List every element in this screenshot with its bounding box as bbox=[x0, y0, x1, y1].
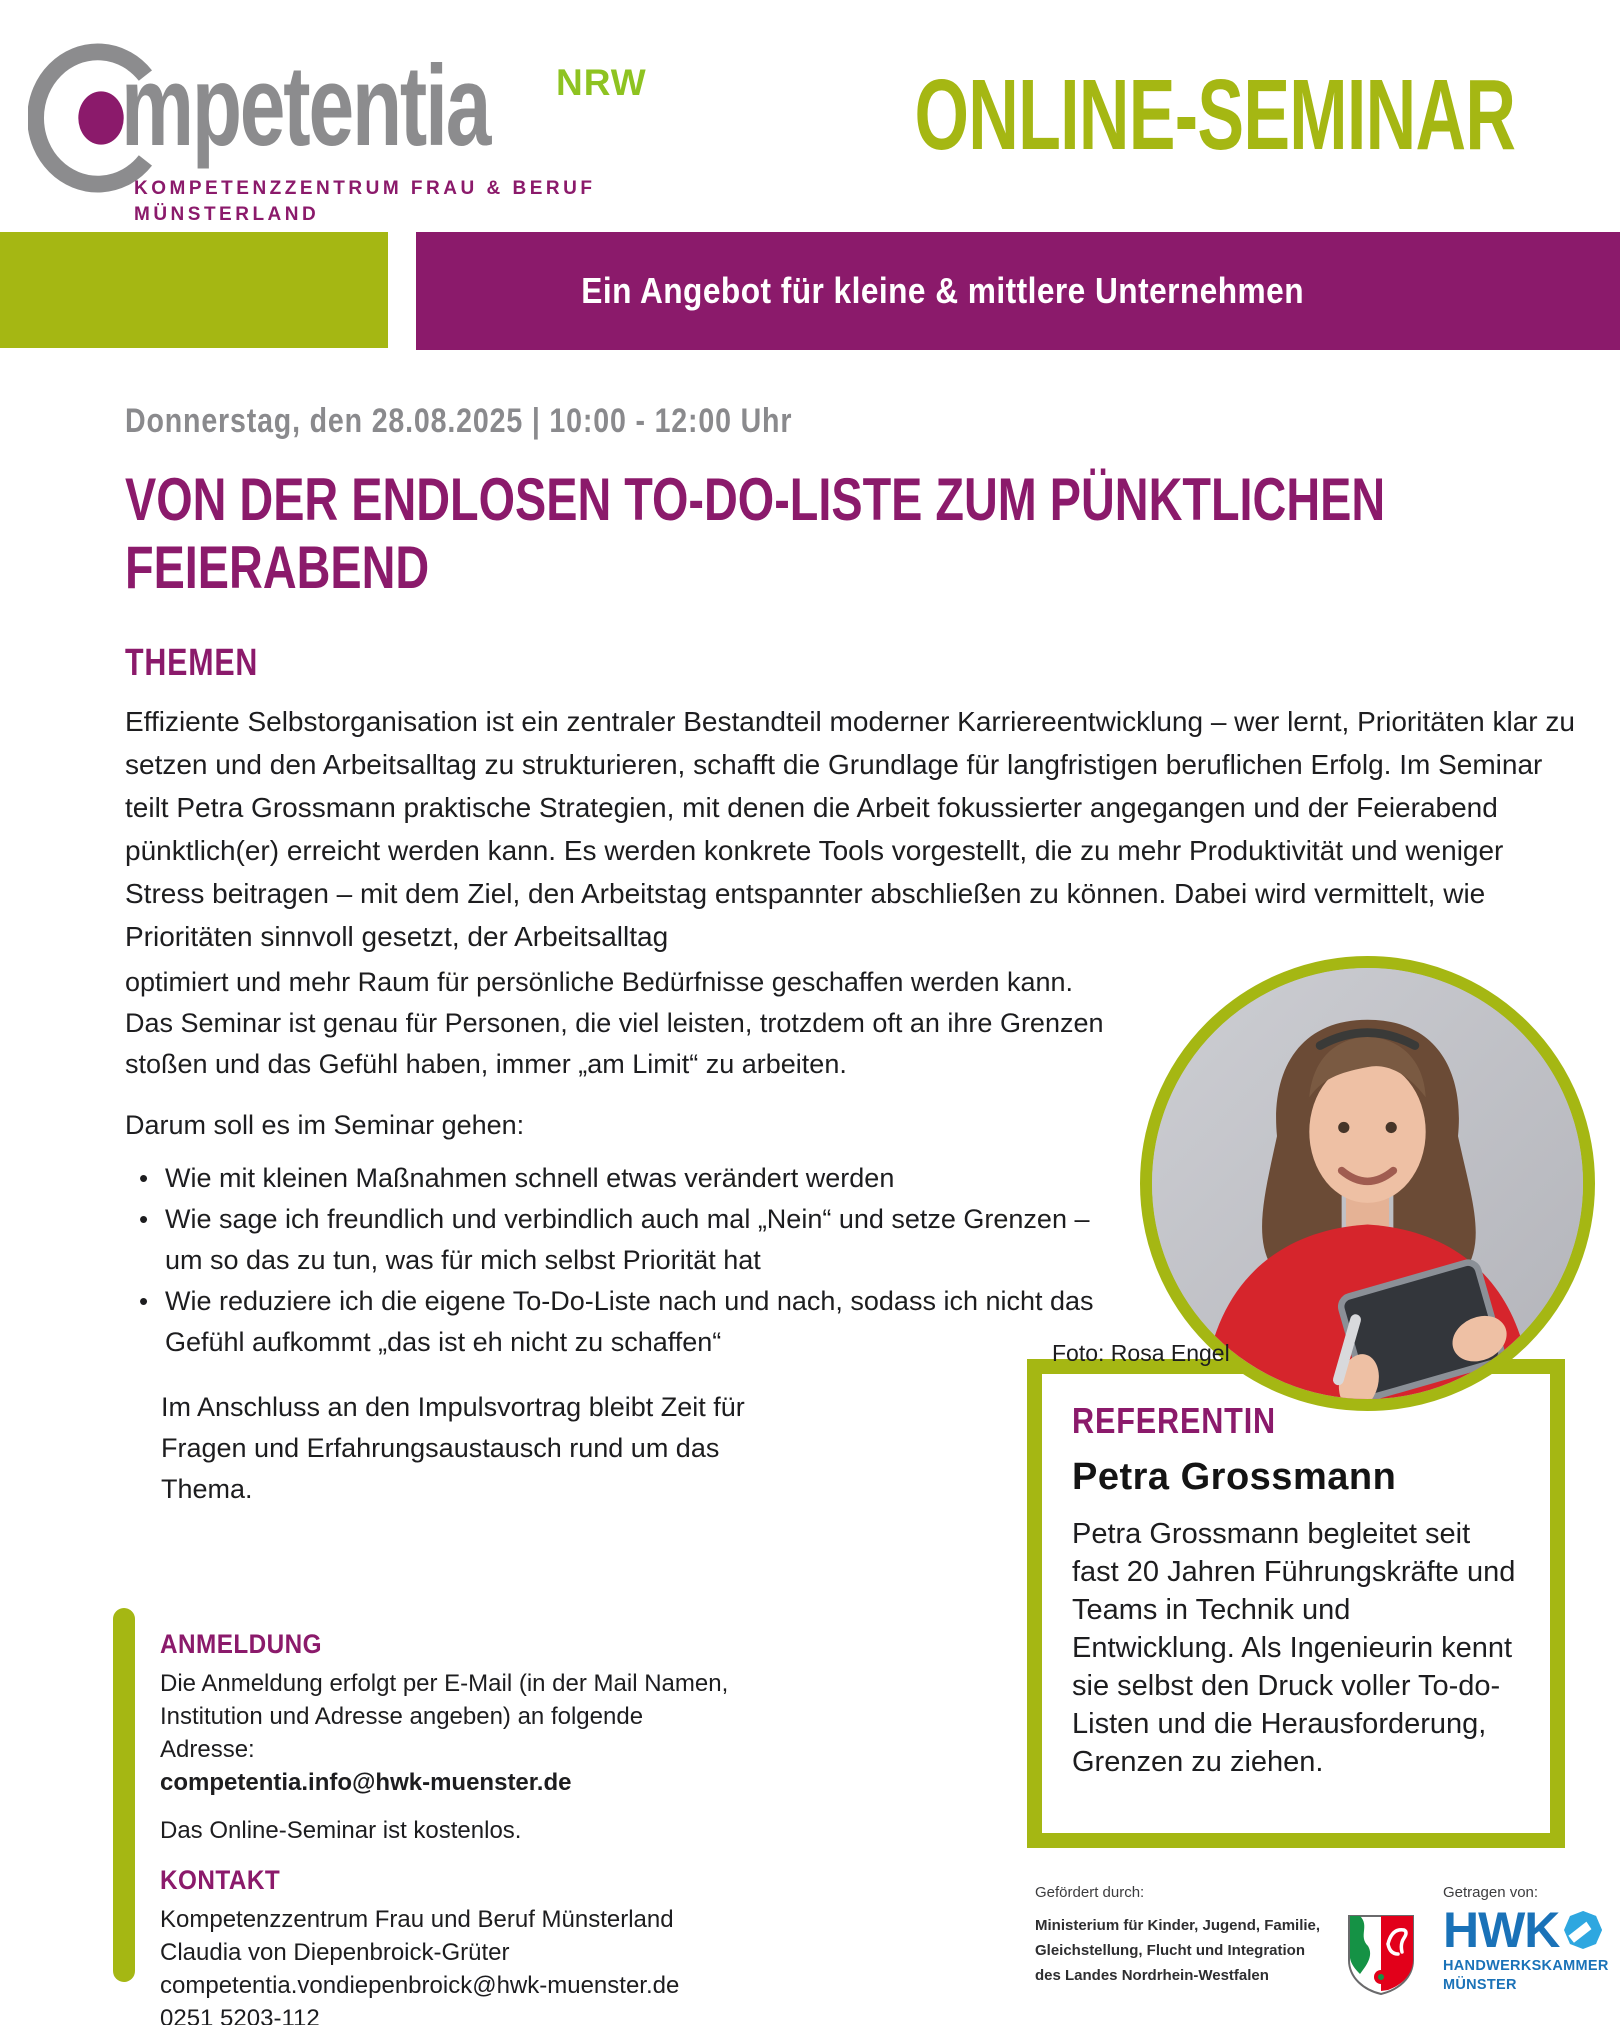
logo-subtitle-line1: KOMPETENZZENTRUM FRAU & BERUF bbox=[134, 178, 596, 199]
bullet-icon: • bbox=[139, 1286, 149, 1316]
ministry-line: Gleichstellung, Flucht und Integration bbox=[1035, 1942, 1305, 1959]
kontakt-org: Kompetenzzentrum Frau und Beruf Münsterland bbox=[160, 1906, 674, 1933]
seminar-outro: Im Anschluss an den Impulsvortrag bleibt Zeit für Fragen und Erfahrungsaustausch rund um das Thema. bbox=[161, 1392, 745, 1504]
carried-by-block bbox=[1443, 1884, 1609, 1995]
ministry-line: des Landes Nordrhein-Westfalen bbox=[1035, 1967, 1269, 1984]
online-seminar-label: ONLINE-SEMINAR bbox=[914, 59, 1515, 171]
anmeldung-email: competentia.info@hwk-muenster.de bbox=[160, 1769, 572, 1796]
funded-by-block bbox=[1035, 1884, 1320, 1988]
kontakt-person: Claudia von Diepenbroick-Grüter bbox=[160, 1939, 510, 1966]
event-title: VON DER ENDLOSEN TO-DO-LISTE ZUM PÜNKTLICHEN FEIERABEND bbox=[125, 466, 1386, 601]
hwk-logo bbox=[1443, 1902, 1609, 1958]
themen-heading: THEMEN bbox=[125, 642, 259, 684]
seminar-description-continued: optimiert und mehr Raum für persönliche Bedürfnisse geschaffen werden kann. Das Seminar ist genau für Personen, die viel leisten, trotzdem oft an ihre Grenzen stoßen und das Gefühl haben, immer „am Limit“ zu arbeiten. bbox=[125, 967, 1104, 1079]
referentin-box bbox=[1027, 1359, 1565, 1848]
referentin-bio: Petra Grossmann begleitet seit fast 20 Jahren Führungskräfte und Teams in Technik und Entwicklung. Als Ingenieurin kennt sie selbst den Druck voller To-do-Listen und die Herausforderung, Grenzen zu ziehen. bbox=[1072, 1518, 1516, 1778]
anmeldung-heading: ANMELDUNG bbox=[160, 1629, 322, 1659]
hwk-subtitle bbox=[1443, 1957, 1609, 1995]
referentin-name: Petra Grossmann bbox=[1072, 1456, 1397, 1498]
seminar-topics-list bbox=[125, 1158, 1110, 1363]
anmeldung-instructions: Die Anmeldung erfolgt per E-Mail (in der Mail Namen, Institution und Adresse angeben) an folgende Adresse: bbox=[160, 1670, 729, 1763]
list-item-text: Wie sage ich freundlich und verbindlich auch mal „Nein“ und setze Grenzen – um so das zu tun, was für mich selbst Priorität hat bbox=[165, 1204, 1090, 1275]
funded-by-label: Gefördert durch: bbox=[1035, 1884, 1145, 1901]
logo-brand-text: mpetentia bbox=[121, 43, 490, 170]
kontakt-heading: KONTAKT bbox=[160, 1865, 281, 1895]
seminar-details-column bbox=[125, 962, 1110, 1510]
seminar-lead-in: Darum soll es im Seminar gehen: bbox=[125, 1110, 525, 1140]
bullet-icon: • bbox=[139, 1204, 149, 1234]
hwk-wordmark: HWK bbox=[1443, 1902, 1560, 1958]
referentin-heading: REFERENTIN bbox=[1072, 1400, 1277, 1441]
green-side-bar bbox=[113, 1608, 135, 1982]
list-item bbox=[125, 1158, 1110, 1199]
free-note: Das Online-Seminar ist kostenlos. bbox=[160, 1817, 522, 1844]
logo-nrw-label: NRW bbox=[556, 62, 647, 103]
kontakt-phone: 0251 5203-112 bbox=[160, 2005, 320, 2025]
nrw-coat-of-arms-icon bbox=[1346, 1914, 1416, 1996]
list-item bbox=[125, 1281, 1110, 1363]
list-item bbox=[125, 1199, 1110, 1281]
ministry-line: Ministerium für Kinder, Jugend, Familie, bbox=[1035, 1917, 1321, 1934]
carried-by-label: Getragen von: bbox=[1443, 1884, 1539, 1901]
event-datetime: Donnerstag, den 28.08.2025 | 10:00 - 12:00 Uhr bbox=[125, 402, 793, 440]
funded-by-ministry bbox=[1035, 1913, 1320, 1988]
bullet-icon: • bbox=[139, 1163, 149, 1193]
green-accent-block bbox=[0, 232, 388, 348]
registration-contact-section bbox=[160, 1628, 740, 2025]
hwk-subtitle-line1: HANDWERKSKAMMER bbox=[1443, 1958, 1609, 1974]
referentin-photo-illustration bbox=[1152, 968, 1583, 1399]
logo-subtitle-line2: MÜNSTERLAND bbox=[134, 204, 320, 225]
logo-subtitle bbox=[134, 176, 595, 228]
hwk-logo-icon bbox=[1562, 1909, 1604, 1951]
banner bbox=[416, 232, 1620, 350]
seminar-description: Effiziente Selbstorganisation ist ein zentraler Bestandteil moderner Karriereentwicklung – wer lernt, Prioritäten klar zu setzen und den Arbeitsalltag zu strukturieren, schafft die Grundlage für langfristigen beruflichen Erfolg. Im Seminar teilt Petra Grossmann praktische Strategien, mit denen die Arbeit fokussierter angegangen und der Feierabend pünktlich(er) erreicht werden kann. Es werden konkrete Tools vorgestellt, die zu mehr Produktivität und weniger Stress beitragen – mit dem Ziel, den Arbeitstag entspannter abschließen zu können. Dabei wird vermittelt, wie Prioritäten sinnvoll gesetzt, der Arbeitsalltag bbox=[125, 706, 1575, 952]
photo-credit: Foto: Rosa Engel bbox=[1052, 1340, 1230, 1366]
kontakt-email: competentia.vondiepenbroick@hwk-muenster.de bbox=[160, 1972, 680, 1999]
list-item-text: Wie reduziere ich die eigene To-Do-Liste nach und nach, sodass ich nicht das Gefühl aufkommt „das ist eh nicht zu schaffen“ bbox=[165, 1286, 1094, 1357]
hwk-subtitle-line2: MÜNSTER bbox=[1443, 1977, 1517, 1993]
banner-text: Ein Angebot für kleine & mittlere Unternehmen bbox=[581, 270, 1305, 311]
list-item-text: Wie mit kleinen Maßnahmen schnell etwas verändert werden bbox=[165, 1163, 895, 1193]
